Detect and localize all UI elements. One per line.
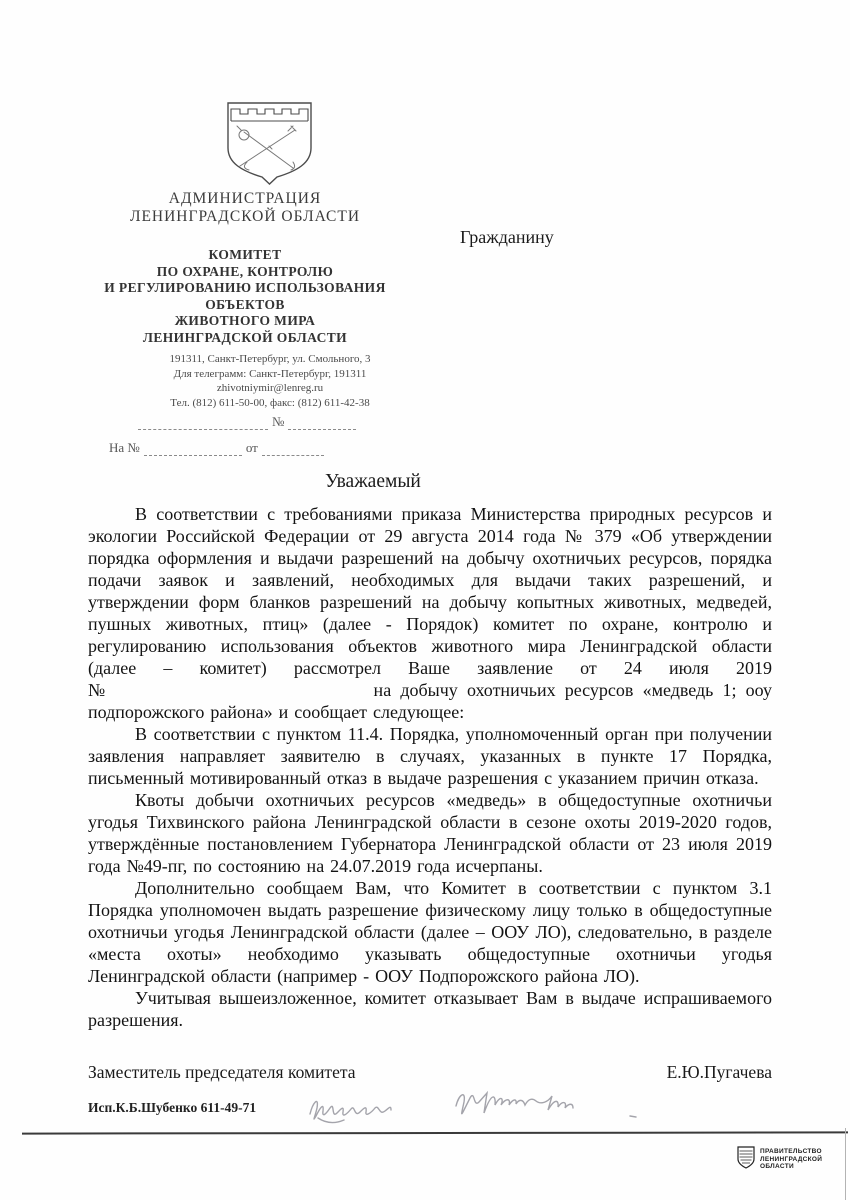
committee-line: ОБЪЕКТОВ: [205, 296, 285, 312]
executor-info: Исп.К.Б.Шубенко 611-49-71: [88, 1100, 257, 1115]
reply-number-blank-line: [144, 441, 242, 456]
handwritten-signature: [288, 1080, 668, 1132]
body-paragraph: Квоты добычи охотничьих ресурсов «медведь» в общедоступные охотничьи угодья Тихвинского района Ленинградской области в сезоне охоты 2019-2020 годов, утверждённые постановлением Губернатора Ленинградской области от 23 июля 2019 года №49-пг, по состоянию на 24.07.2019 года исчерпаны.: [88, 790, 772, 876]
org-name: [25, 190, 465, 225]
signer-name: Е.Ю.Пугачева: [666, 1062, 772, 1082]
body-paragraph: В соответствии с требованиями приказа Министерства природных ресурсов и экологии Российской Федерации от 29 августа 2014 года № 379 «Об утверждении порядка оформления и выдачи разрешений на добычу охотничьих ресурсов, порядка подачи заявок и заявлений, необходимых для выдачи таких разрешений, и утверждении форм бланков разрешений на добычу копытных животных, медведей, пушных животных, птиц» (далее - Порядок) комитет по охране, контролю и регулированию использования объектов животного мира Ленинградской области (далее – комитет) рассмотрел Ваше заявление от 24 июля 2019 № на добычу охотничьих ресурсов «медведь 1; ооу подпорожского района» и сообщает следующее:: [88, 504, 772, 722]
date-blank-line: [138, 415, 268, 430]
reply-reference-line: [105, 440, 324, 456]
footer-stamp-text: [760, 1146, 822, 1171]
recipient: Гражданину: [460, 227, 554, 247]
footer-stamp-line2: ЛЕНИНГРАДСКОЙ: [760, 1155, 823, 1163]
contact-block: [48, 352, 492, 410]
committee-line: ПО ОХРАНЕ, КОНТРОЛЮ: [156, 263, 334, 279]
number-sign-label: №: [272, 414, 285, 429]
org-name-line1: АДМИНИСТРАЦИЯ: [168, 190, 322, 207]
body-paragraph: Дополнительно сообщаем Вам, что Комитет в соответствии с пунктом 3.1 Порядка уполномочен выдать разрешение физическому лицу только в общедоступные охотничьи угодья Ленинградской области (далее – ООУ ЛО), следовательно, в разделе «места охоты» необходимо указывать общедоступные охотничьи угодья Ленинградской области (например - ООУ Подпорожского района ЛО).: [88, 878, 772, 986]
government-crest-icon: [737, 1146, 755, 1169]
reply-date-blank-line: [262, 441, 324, 456]
body-paragraph: В соответствии с пунктом 11.4. Порядка, уполномоченный орган при получении заявления направляет заявителю в случаях, указанных в пункте 17 Порядка, письменный мотивированный отказ в выдаче разрешения с указанием причин отказа.: [88, 724, 772, 788]
committee-name: [25, 247, 465, 346]
outgoing-number-line: [138, 414, 356, 430]
footer-stamp-line1: ПРАВИТЕЛЬСТВО: [760, 1148, 822, 1155]
signer-position: Заместитель председателя комитета: [88, 1062, 356, 1082]
committee-line: ЖИВОТНОГО МИРА: [174, 313, 316, 328]
committee-line: КОМИТЕТ: [208, 247, 282, 262]
reply-date-label: от: [245, 440, 258, 455]
coat-of-arms-leningrad-region-icon: [207, 96, 332, 186]
phone-fax: Тел. (812) 611-50-00, факс: (812) 611-42-38: [170, 396, 370, 409]
committee-line: ЛЕНИНГРАДСКОЙ ОБЛАСТИ: [142, 329, 348, 345]
salutation: Уважаемый: [325, 471, 421, 492]
postal-address: 191311, Санкт-Петербург, ул. Смольного, 3: [169, 353, 371, 365]
reply-number-label: На №: [109, 440, 140, 455]
org-name-line2: ЛЕНИНГРАДСКОЙ ОБЛАСТИ: [129, 207, 361, 225]
email-address: zhivotniymir@lenreg.ru: [216, 382, 324, 394]
body-paragraph: Учитывая вышеизложенное, комитет отказывает Вам в выдаче испрашиваемого разрешения.: [88, 988, 772, 1030]
footer-government-stamp: [737, 1146, 822, 1171]
number-blank-line: [288, 415, 356, 430]
scanner-artifact-line: [22, 1131, 848, 1134]
telegram-address: Для телеграмм: Санкт-Петербург, 191311: [173, 367, 367, 380]
letter-body: [88, 503, 772, 1031]
footer-stamp-line3: ОБЛАСТИ: [760, 1163, 794, 1170]
scanner-edge-artifact: [845, 1128, 846, 1200]
committee-line: И РЕГУЛИРОВАНИЮ ИСПОЛЬЗОВАНИЯ: [104, 280, 386, 295]
